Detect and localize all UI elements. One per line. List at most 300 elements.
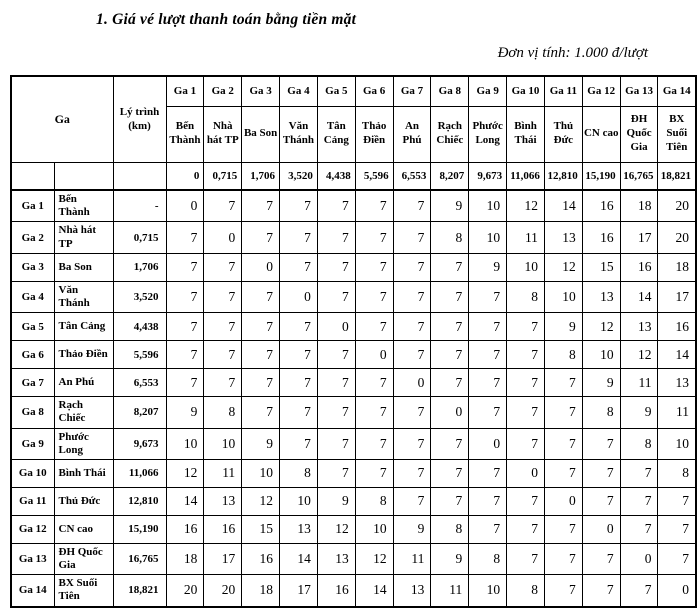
fare-row-ga-11 <box>11 487 696 515</box>
fare-cell: 7 <box>355 397 393 428</box>
fare-cell: 11 <box>431 575 469 607</box>
fare-cell: 7 <box>469 281 507 312</box>
fare-cell: 17 <box>280 575 318 607</box>
fare-cell: 7 <box>431 253 469 281</box>
chainage-value: 15,190 <box>582 162 620 190</box>
fare-cell: 7 <box>166 369 204 397</box>
fare-cell: 13 <box>204 487 242 515</box>
header-row-ga-numbers <box>11 76 696 106</box>
fare-cell: 7 <box>355 281 393 312</box>
row-km-value: 4,438 <box>113 313 166 341</box>
fare-cell: 8 <box>582 397 620 428</box>
fare-cell: 7 <box>469 369 507 397</box>
fare-cell: 13 <box>544 222 582 253</box>
fare-cell: 7 <box>469 397 507 428</box>
fare-cell: 7 <box>204 369 242 397</box>
fare-row-ga-5 <box>11 313 696 341</box>
row-km-value: 5,596 <box>113 341 166 369</box>
fare-cell: 0 <box>507 459 545 487</box>
fare-cell: 7 <box>658 487 696 515</box>
fare-cell: 0 <box>280 281 318 312</box>
fare-cell: 8 <box>507 281 545 312</box>
fare-cell: 7 <box>507 515 545 543</box>
fare-cell: 7 <box>204 313 242 341</box>
fare-cell: 13 <box>658 369 696 397</box>
fare-cell: 7 <box>355 369 393 397</box>
fare-cell: 0 <box>431 397 469 428</box>
fare-cell: 9 <box>393 515 431 543</box>
fare-cell: 9 <box>431 543 469 574</box>
km-header: Lý trình (km) <box>113 76 166 162</box>
fare-cell: 7 <box>582 543 620 574</box>
row-header-ga-label: Ga 4 <box>11 281 54 312</box>
fare-cell: 7 <box>355 253 393 281</box>
fare-cell: 7 <box>204 341 242 369</box>
fare-cell: 7 <box>507 428 545 459</box>
fare-cell: 8 <box>544 341 582 369</box>
row-header-station-name: Ba Son <box>54 253 113 281</box>
fare-cell: 20 <box>658 190 696 222</box>
col-header-station-name: BX Suối Tiên <box>658 106 696 162</box>
row-header-station-name: Phước Long <box>54 428 113 459</box>
row-header-ga-label: Ga 12 <box>11 515 54 543</box>
chainage-value: 9,673 <box>469 162 507 190</box>
fare-cell: 7 <box>317 459 355 487</box>
fare-cell: 18 <box>242 575 280 607</box>
row-header-ga-label: Ga 7 <box>11 369 54 397</box>
fare-row-ga-6 <box>11 341 696 369</box>
fare-cell: 7 <box>242 397 280 428</box>
fare-cell: 13 <box>620 313 658 341</box>
fare-cell: 13 <box>393 575 431 607</box>
row-km-value: 15,190 <box>113 515 166 543</box>
fare-cell: 7 <box>582 428 620 459</box>
fare-cell: 11 <box>393 543 431 574</box>
fare-cell: 7 <box>507 369 545 397</box>
fare-cell: 7 <box>582 575 620 607</box>
fare-cell: 7 <box>166 222 204 253</box>
fare-cell: 10 <box>469 575 507 607</box>
row-header-ga-label: Ga 5 <box>11 313 54 341</box>
fare-cell: 7 <box>242 341 280 369</box>
fare-cell: 10 <box>582 341 620 369</box>
col-header-ga-5: Ga 5 <box>317 76 355 106</box>
fare-cell: 14 <box>280 543 318 574</box>
chainage-value: 1,706 <box>242 162 280 190</box>
fare-cell: 7 <box>317 397 355 428</box>
chainage-empty-name-cell <box>54 162 113 190</box>
fare-cell: 7 <box>280 369 318 397</box>
fare-cell: 7 <box>280 190 318 222</box>
fare-cell: 9 <box>620 397 658 428</box>
row-header-station-name: Bình Thái <box>54 459 113 487</box>
fare-cell: 8 <box>355 487 393 515</box>
col-header-ga-7: Ga 7 <box>393 76 431 106</box>
col-header-ga-9: Ga 9 <box>469 76 507 106</box>
col-header-station-name: CN cao <box>582 106 620 162</box>
fare-cell: 10 <box>469 190 507 222</box>
fare-cell: 15 <box>242 515 280 543</box>
fare-cell: 7 <box>393 190 431 222</box>
col-header-station-name: An Phú <box>393 106 431 162</box>
fare-cell: 16 <box>658 313 696 341</box>
fare-cell: 7 <box>544 428 582 459</box>
fare-cell: 7 <box>469 313 507 341</box>
fare-cell: 10 <box>355 515 393 543</box>
col-header-station-name: Văn Thánh <box>280 106 318 162</box>
fare-cell: 10 <box>280 487 318 515</box>
fare-cell: 7 <box>658 543 696 574</box>
row-header-station-name: An Phú <box>54 369 113 397</box>
fare-cell: 7 <box>317 281 355 312</box>
unit-note: Đơn vị tính: 1.000 đ/lượt <box>497 45 648 61</box>
fare-cell: 16 <box>317 575 355 607</box>
fare-cell: 0 <box>582 515 620 543</box>
fare-cell: 7 <box>393 428 431 459</box>
fare-cell: 14 <box>166 487 204 515</box>
fare-cell: 12 <box>620 341 658 369</box>
fare-cell: 18 <box>166 543 204 574</box>
chainage-value: 4,438 <box>317 162 355 190</box>
fare-cell: 7 <box>393 313 431 341</box>
fare-cell: 14 <box>544 190 582 222</box>
row-km-value: 12,810 <box>113 487 166 515</box>
fare-cell: 7 <box>544 397 582 428</box>
col-header-ga-11: Ga 11 <box>544 76 582 106</box>
fare-table <box>10 75 697 608</box>
fare-cell: 7 <box>544 575 582 607</box>
fare-cell: 0 <box>317 313 355 341</box>
fare-row-ga-1 <box>11 190 696 222</box>
fare-cell: 7 <box>582 459 620 487</box>
row-header-station-name: Bến Thành <box>54 190 113 222</box>
fare-cell: 7 <box>317 428 355 459</box>
row-header-station-name: Tân Cảng <box>54 313 113 341</box>
row-header-ga-label: Ga 11 <box>11 487 54 515</box>
fare-cell: 15 <box>582 253 620 281</box>
fare-cell: 7 <box>317 253 355 281</box>
fare-cell: 7 <box>469 487 507 515</box>
fare-cell: 7 <box>280 222 318 253</box>
fare-cell: 7 <box>280 428 318 459</box>
fare-cell: 0 <box>204 222 242 253</box>
fare-cell: 7 <box>620 575 658 607</box>
row-header-ga-label: Ga 14 <box>11 575 54 607</box>
fare-cell: 7 <box>204 253 242 281</box>
fare-cell: 7 <box>431 369 469 397</box>
fare-cell: 7 <box>469 515 507 543</box>
fare-cell: 7 <box>431 487 469 515</box>
fare-cell: 17 <box>620 222 658 253</box>
col-header-ga-6: Ga 6 <box>355 76 393 106</box>
col-header-ga-10: Ga 10 <box>507 76 545 106</box>
row-header-ga-label: Ga 6 <box>11 341 54 369</box>
row-header-ga-label: Ga 9 <box>11 428 54 459</box>
fare-cell: 14 <box>620 281 658 312</box>
fare-cell: 9 <box>166 397 204 428</box>
fare-cell: 7 <box>355 190 393 222</box>
row-header-station-name: Văn Thánh <box>54 281 113 312</box>
fare-cell: 12 <box>317 515 355 543</box>
fare-cell: 7 <box>242 369 280 397</box>
col-header-ga-8: Ga 8 <box>431 76 469 106</box>
fare-cell: 7 <box>507 313 545 341</box>
col-header-station-name: Phước Long <box>469 106 507 162</box>
fare-cell: 8 <box>658 459 696 487</box>
col-header-ga-2: Ga 2 <box>204 76 242 106</box>
fare-cell: 18 <box>658 253 696 281</box>
fare-cell: 9 <box>582 369 620 397</box>
fare-cell: 8 <box>469 543 507 574</box>
fare-cell: 14 <box>658 341 696 369</box>
fare-cell: 7 <box>280 313 318 341</box>
col-header-station-name: ĐH Quốc Gia <box>620 106 658 162</box>
col-header-station-name: Thủ Đức <box>544 106 582 162</box>
row-header-ga-label: Ga 1 <box>11 190 54 222</box>
fare-cell: 7 <box>544 515 582 543</box>
fare-cell: 7 <box>507 543 545 574</box>
fare-cell: 16 <box>620 253 658 281</box>
fare-cell: 16 <box>166 515 204 543</box>
col-header-station-name: Nhà hát TP <box>204 106 242 162</box>
fare-cell: 7 <box>431 313 469 341</box>
fare-row-ga-10 <box>11 459 696 487</box>
fare-cell: 7 <box>393 397 431 428</box>
fare-cell: 12 <box>544 253 582 281</box>
fare-cell: 0 <box>166 190 204 222</box>
col-header-station-name: Ba Son <box>242 106 280 162</box>
row-header-ga-label: Ga 10 <box>11 459 54 487</box>
chainage-value: 6,553 <box>393 162 431 190</box>
chainage-empty-km-cell <box>113 162 166 190</box>
fare-cell: 13 <box>317 543 355 574</box>
fare-cell: 7 <box>317 222 355 253</box>
col-header-ga-4: Ga 4 <box>280 76 318 106</box>
fare-cell: 8 <box>507 575 545 607</box>
fare-cell: 7 <box>317 341 355 369</box>
fare-cell: 7 <box>507 341 545 369</box>
fare-cell: 7 <box>355 459 393 487</box>
fare-row-ga-2 <box>11 222 696 253</box>
fare-row-ga-4 <box>11 281 696 312</box>
row-header-station-name: Thảo Điền <box>54 341 113 369</box>
row-header-station-name: CN cao <box>54 515 113 543</box>
fare-cell: 10 <box>658 428 696 459</box>
fare-row-ga-13 <box>11 543 696 574</box>
fare-cell: 0 <box>544 487 582 515</box>
chainage-value: 16,765 <box>620 162 658 190</box>
chainage-value: 11,066 <box>507 162 545 190</box>
fare-cell: 7 <box>242 281 280 312</box>
col-header-station-name: Rạch Chiếc <box>431 106 469 162</box>
fare-row-ga-7 <box>11 369 696 397</box>
fare-cell: 7 <box>544 369 582 397</box>
fare-cell: 17 <box>204 543 242 574</box>
chainage-value: 5,596 <box>355 162 393 190</box>
fare-cell: 7 <box>242 190 280 222</box>
fare-cell: 7 <box>204 190 242 222</box>
fare-cell: 11 <box>620 369 658 397</box>
fare-cell: 7 <box>620 487 658 515</box>
fare-cell: 7 <box>393 253 431 281</box>
fare-cell: 7 <box>393 281 431 312</box>
fare-cell: 9 <box>317 487 355 515</box>
fare-cell: 0 <box>620 543 658 574</box>
fare-cell: 16 <box>582 222 620 253</box>
fare-cell: 7 <box>469 341 507 369</box>
fare-cell: 7 <box>280 397 318 428</box>
fare-cell: 11 <box>204 459 242 487</box>
fare-cell: 8 <box>620 428 658 459</box>
chainage-value: 12,810 <box>544 162 582 190</box>
chainage-value: 0,715 <box>204 162 242 190</box>
fare-row-ga-3 <box>11 253 696 281</box>
row-km-value: 3,520 <box>113 281 166 312</box>
col-header-ga-13: Ga 13 <box>620 76 658 106</box>
fare-cell: 12 <box>166 459 204 487</box>
fare-cell: 0 <box>242 253 280 281</box>
row-km-value: - <box>113 190 166 222</box>
fare-cell: 7 <box>317 369 355 397</box>
col-header-station-name: Bình Thái <box>507 106 545 162</box>
fare-cell: 7 <box>431 281 469 312</box>
fare-cell: 8 <box>431 222 469 253</box>
fare-cell: 0 <box>658 575 696 607</box>
fare-cell: 7 <box>242 313 280 341</box>
fare-cell: 10 <box>469 222 507 253</box>
row-km-value: 6,553 <box>113 369 166 397</box>
fare-cell: 12 <box>582 313 620 341</box>
row-header-ga-label: Ga 8 <box>11 397 54 428</box>
row-km-value: 9,673 <box>113 428 166 459</box>
chainage-value: 18,821 <box>658 162 696 190</box>
fare-cell: 7 <box>355 428 393 459</box>
fare-cell: 18 <box>620 190 658 222</box>
fare-cell: 13 <box>280 515 318 543</box>
row-header-station-name: ĐH Quốc Gia <box>54 543 113 574</box>
row-header-station-name: BX Suối Tiên <box>54 575 113 607</box>
fare-cell: 7 <box>317 190 355 222</box>
col-header-station-name: Bến Thành <box>166 106 204 162</box>
row-header-ga-label: Ga 13 <box>11 543 54 574</box>
row-km-value: 18,821 <box>113 575 166 607</box>
fare-cell: 12 <box>242 487 280 515</box>
fare-cell: 0 <box>393 369 431 397</box>
fare-cell: 13 <box>582 281 620 312</box>
fare-cell: 20 <box>658 222 696 253</box>
fare-cell: 7 <box>355 313 393 341</box>
row-header-station-name: Nhà hát TP <box>54 222 113 253</box>
fare-cell: 7 <box>393 459 431 487</box>
col-header-ga-3: Ga 3 <box>242 76 280 106</box>
row-header-ga-label: Ga 2 <box>11 222 54 253</box>
corner-header-ga: Ga <box>11 76 113 162</box>
fare-cell: 7 <box>393 341 431 369</box>
fare-cell: 11 <box>507 222 545 253</box>
row-header-ga-label: Ga 3 <box>11 253 54 281</box>
fare-row-ga-12 <box>11 515 696 543</box>
fare-cell: 9 <box>469 253 507 281</box>
fare-cell: 0 <box>469 428 507 459</box>
fare-cell: 0 <box>355 341 393 369</box>
fare-cell: 12 <box>507 190 545 222</box>
fare-row-ga-14 <box>11 575 696 607</box>
row-km-value: 16,765 <box>113 543 166 574</box>
col-header-station-name: Tân Cảng <box>317 106 355 162</box>
fare-cell: 7 <box>582 487 620 515</box>
chainage-value: 3,520 <box>280 162 318 190</box>
section-title: 1. Giá vé lượt thanh toán bằng tiền mặt <box>96 11 357 28</box>
chainage-empty-ga-cell <box>11 162 54 190</box>
fare-cell: 7 <box>204 281 242 312</box>
fare-cell: 12 <box>355 543 393 574</box>
fare-cell: 7 <box>469 459 507 487</box>
fare-cell: 9 <box>544 313 582 341</box>
fare-cell: 7 <box>355 222 393 253</box>
fare-cell: 7 <box>620 459 658 487</box>
row-km-value: 8,207 <box>113 397 166 428</box>
row-header-station-name: Thủ Đức <box>54 487 113 515</box>
fare-cell: 7 <box>544 459 582 487</box>
fare-cell: 10 <box>507 253 545 281</box>
fare-row-ga-9 <box>11 428 696 459</box>
fare-cell: 20 <box>166 575 204 607</box>
fare-cell: 7 <box>166 341 204 369</box>
fare-cell: 8 <box>280 459 318 487</box>
fare-cell: 7 <box>393 487 431 515</box>
fare-cell: 7 <box>507 397 545 428</box>
fare-cell: 10 <box>242 459 280 487</box>
col-header-ga-12: Ga 12 <box>582 76 620 106</box>
fare-cell: 8 <box>431 515 469 543</box>
fare-cell: 16 <box>242 543 280 574</box>
row-km-value: 11,066 <box>113 459 166 487</box>
fare-cell: 10 <box>166 428 204 459</box>
fare-row-ga-8 <box>11 397 696 428</box>
fare-cell: 17 <box>658 281 696 312</box>
fare-cell: 20 <box>204 575 242 607</box>
fare-cell: 14 <box>355 575 393 607</box>
fare-cell: 7 <box>166 253 204 281</box>
fare-cell: 9 <box>242 428 280 459</box>
chainage-row <box>11 162 696 190</box>
col-header-ga-14: Ga 14 <box>658 76 696 106</box>
fare-cell: 16 <box>582 190 620 222</box>
col-header-ga-1: Ga 1 <box>166 76 204 106</box>
fare-cell: 7 <box>280 253 318 281</box>
col-header-station-name: Thảo Điền <box>355 106 393 162</box>
fare-cell: 8 <box>204 397 242 428</box>
fare-cell: 7 <box>166 313 204 341</box>
row-km-value: 0,715 <box>113 222 166 253</box>
row-km-value: 1,706 <box>113 253 166 281</box>
fare-cell: 7 <box>431 341 469 369</box>
fare-cell: 7 <box>544 543 582 574</box>
fare-cell: 11 <box>658 397 696 428</box>
fare-cell: 7 <box>280 341 318 369</box>
fare-cell: 7 <box>166 281 204 312</box>
fare-cell: 16 <box>204 515 242 543</box>
fare-cell: 9 <box>431 190 469 222</box>
fare-cell: 7 <box>431 459 469 487</box>
chainage-value: 8,207 <box>431 162 469 190</box>
fare-cell: 7 <box>620 515 658 543</box>
row-header-station-name: Rạch Chiếc <box>54 397 113 428</box>
fare-cell: 7 <box>431 428 469 459</box>
fare-cell: 7 <box>393 222 431 253</box>
chainage-value: 0 <box>166 162 204 190</box>
fare-cell: 7 <box>507 487 545 515</box>
